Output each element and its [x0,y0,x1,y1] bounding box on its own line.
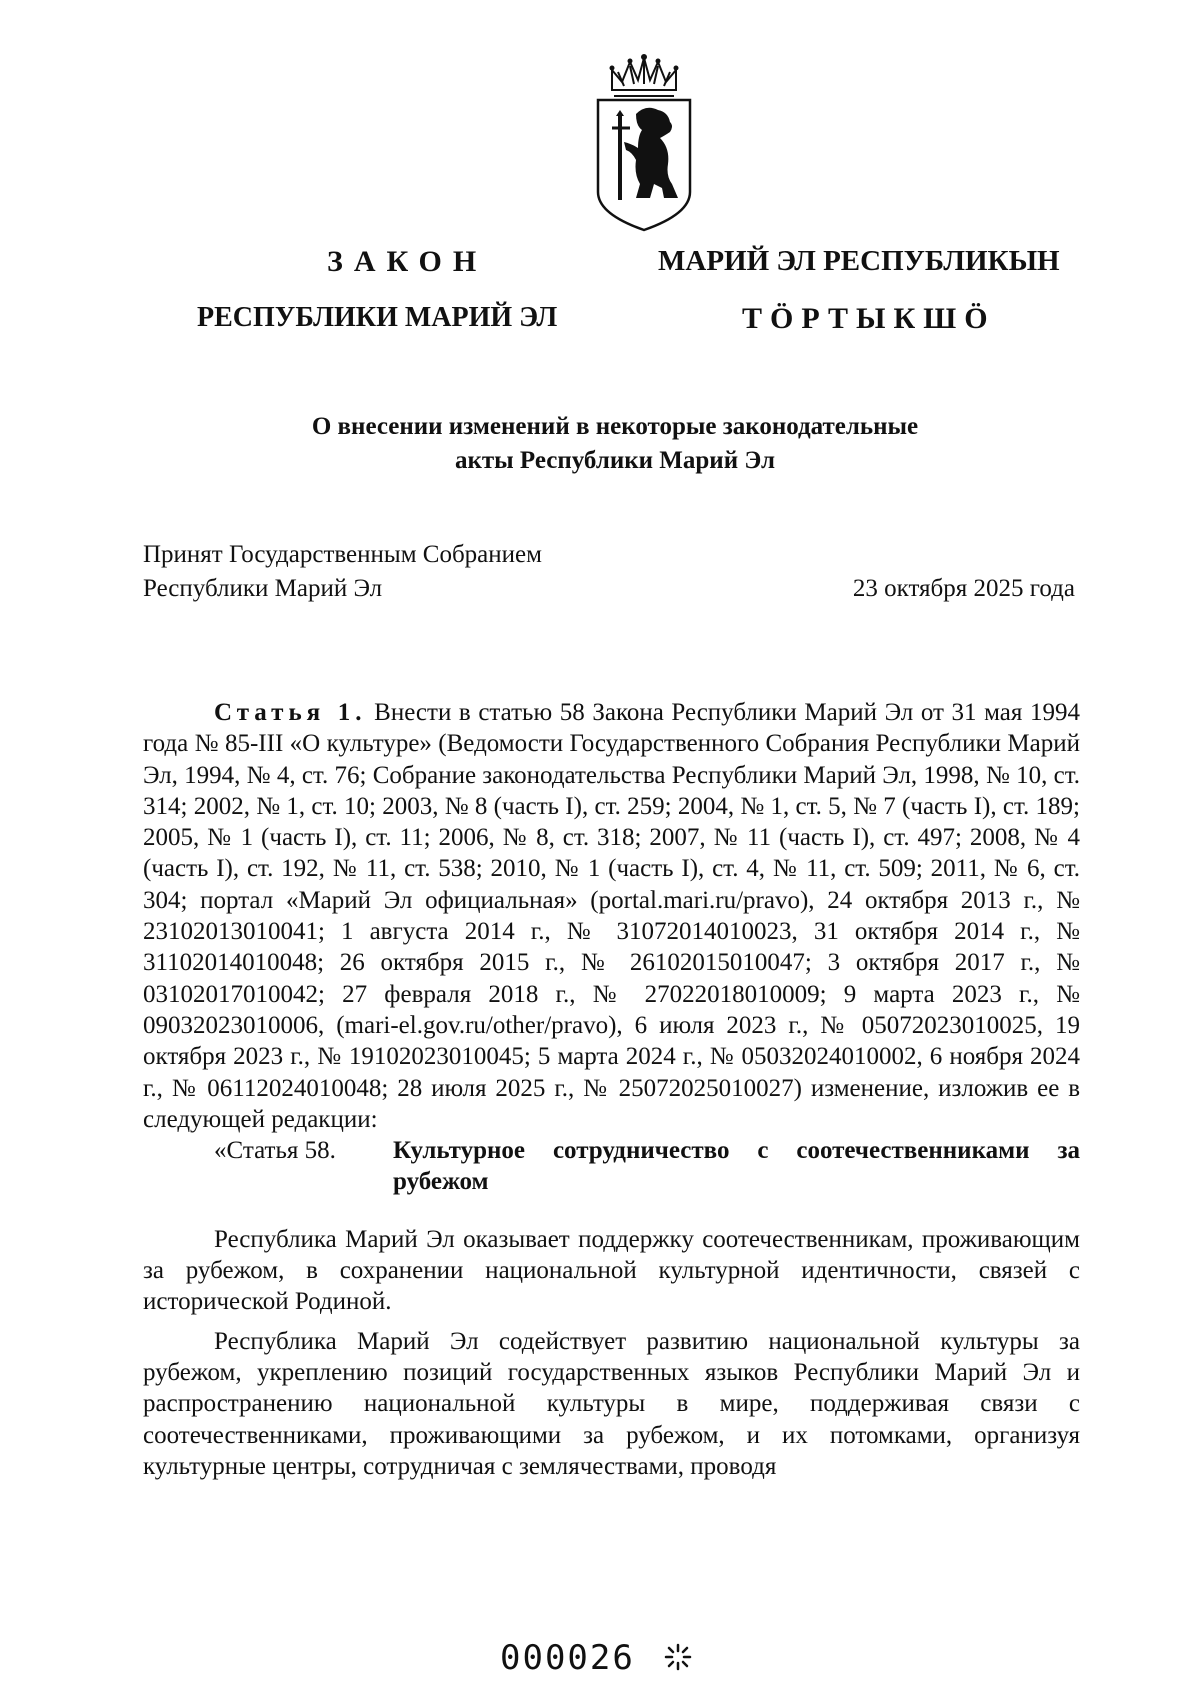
title-line-1: О внесении изменений в некоторые законодательные [311,413,919,440]
document-title [140,410,1090,478]
page-number: 000026 [500,1638,635,1678]
title-line-2: акты Республики Марий Эл [454,447,776,474]
article-1-paragraph [143,697,1080,1135]
adoption-line-1: Принят Государственным Собранием [143,541,542,568]
adoption-line-2: Республики Марий Эл [143,575,383,602]
article-58-header [143,1135,1080,1198]
article-58-number: «Статья 58. [214,1137,336,1165]
article-1-heading: Статья 1. [214,699,367,726]
article-1-text: Внести в статью 58 Закона Республики Марий Эл от 31 мая 1994 года № 85-III «О культуре» (Ведомости Государственного Собрания Республики Марий Эл, 1994, № 4, ст. 76; Собрание законодательства Республики Марий Эл, 1998, № 10, ст. 314; 2002, № 1, ст. 10; 2003, № 8 (часть I), ст. 259; 2004, № 1, ст. 5, № 7 (часть I), ст. 189; 2005, № 1 (часть I), ст. 11; 2006, № 8, ст. 318; 2007, № 11 (часть I), ст. 497; 2008, № 4 (часть I), ст. 192, № 11, ст. 538; 2010, № 1 (часть I), ст. 4, № 11, ст. 509; 2011, № 6, ст. 304; портал «Марий Эл официальная» (portal.mari.ru/pravo), 24 октября 2013 г., № 23102013010041; 1 августа 2014 г., № 31072014010023, 31 октября 2014 г., № 31102014010048; 26 октября 2015 г., № 26102015010047; 3 октября 2017 г., № 03102017010042; 27 февраля 2018 г., № 27022018010009; 9 марта 2023 г., № 09032023010006, (mari-el.gov.ru/other/pravo), 6 июля 2023 г., № 05072023010025, 19 октября 2023 г., № 19102023010045; 5 марта 2024 г., № 05032024010002, 6 ноября 2024 г., № 06112024010048; 28 июля 2025 г., № 25072025010027) изменение, изложив ее в следующей редакции: [143,699,1080,1133]
law-heading-ru: ЗАКОН [327,245,488,278]
adoption-date: 23 октября 2025 года [852,575,1075,602]
republic-heading-ru: РЕСПУБЛИКИ МАРИЙ ЭЛ [197,302,558,333]
asterisk-mark-icon [664,1643,692,1671]
law-heading-mari: ТӦРТЫКШӦ [742,302,996,335]
document-body [143,697,1080,1482]
adoption-statement [143,538,542,606]
republic-heading-mari: МАРИЙ ЭЛ РЕСПУБЛИКЫН [658,245,1060,277]
article-58-paragraph-2: Республика Марий Эл содействует развитию национальной культуры за рубежом, укреплению позиций государственных языков Республики Марий Эл и распространению национальной культуры в мире, поддерживая связи с соотечественниками, проживающими за рубежом, и их потомками, организуя культурные центры, сотрудничая с землячествами, проводя [143,1327,1080,1480]
coat-of-arms-bear-icon [590,52,698,232]
article-58-paragraph-1: Республика Марий Эл оказывает поддержку соотечественникам, проживающим за рубежом, в сохранении национальной культурной идентичности, связей с исторической Родиной. [143,1225,1080,1316]
article-58-title: Культурное сотрудничество с соотечественниками за рубежом [393,1137,1080,1196]
